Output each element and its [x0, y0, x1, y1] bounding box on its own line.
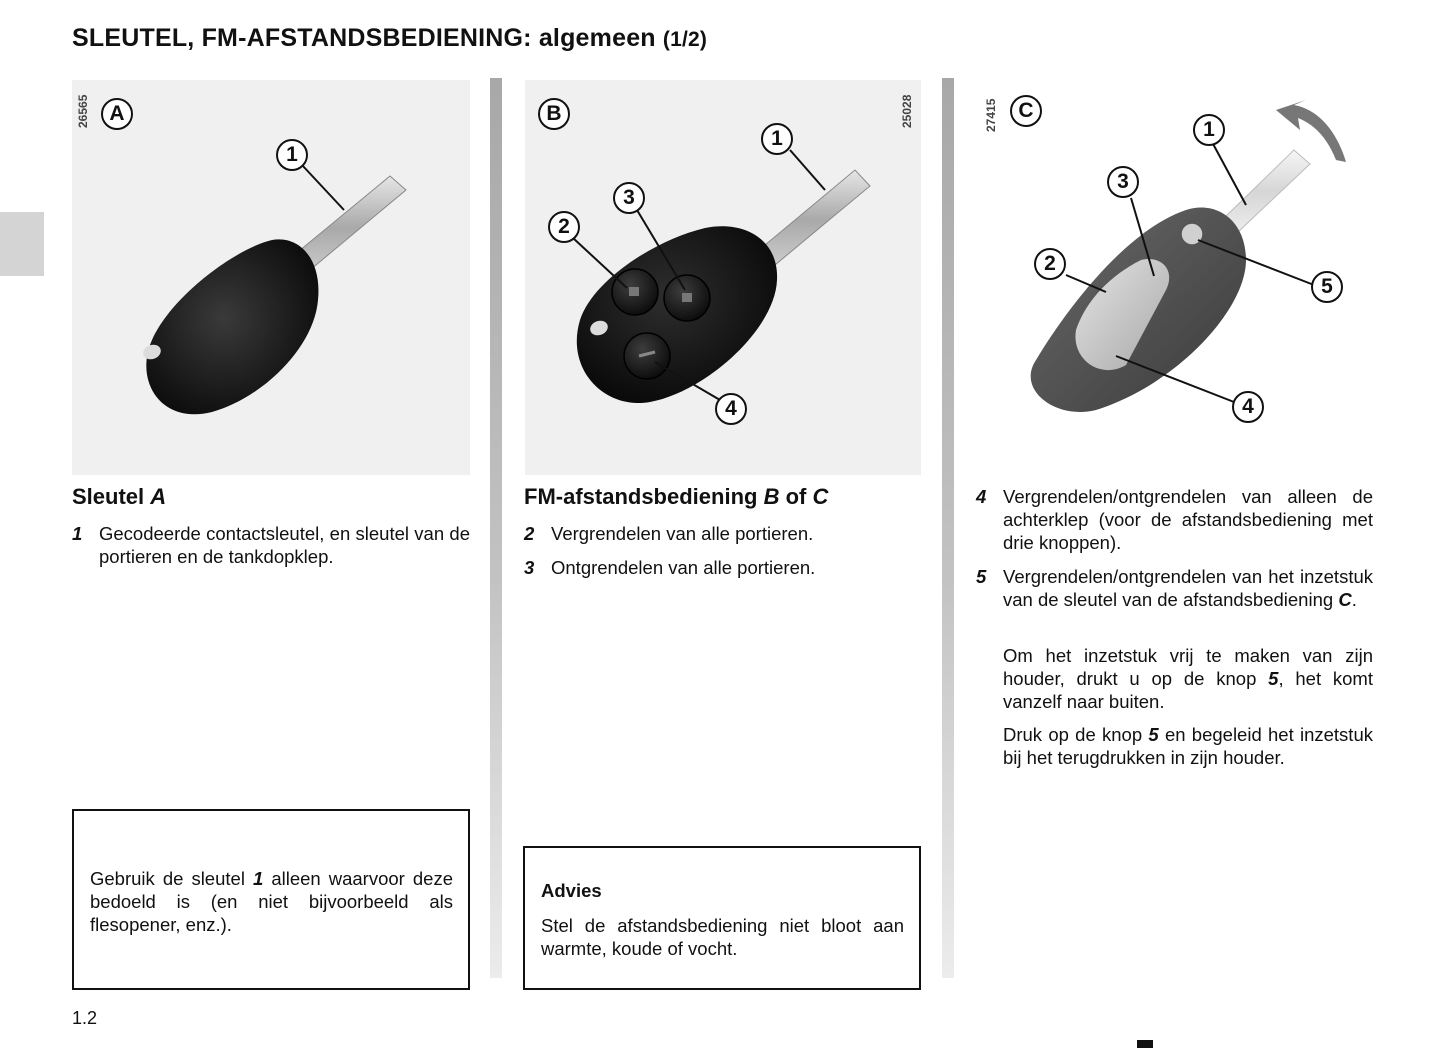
section-tab	[0, 212, 44, 276]
item-number: 5	[976, 566, 987, 587]
note-box	[72, 809, 470, 990]
callout-b3: 3	[623, 186, 635, 209]
figure-remote-c	[976, 80, 1374, 475]
page-number: 1.2	[72, 1008, 98, 1028]
list-item-2	[524, 522, 922, 545]
item-number: 4	[976, 486, 987, 507]
figure-c-label: C	[1018, 99, 1034, 122]
callout-b2: 2	[558, 215, 570, 238]
advice-title: Advies	[541, 880, 602, 901]
callout-c1: 1	[1203, 118, 1215, 141]
item-number: 2	[524, 523, 535, 544]
page-title-text: SLEUTEL, FM-AFSTANDSBEDIENING: algemeen	[72, 24, 656, 52]
paragraph-release-insert	[1003, 644, 1373, 713]
continuation-mark	[1137, 1040, 1153, 1048]
para1-ref: 5	[1268, 668, 1279, 689]
item-text	[1003, 565, 1373, 611]
figure-a-code: 26565	[76, 94, 90, 128]
item-number: 3	[524, 557, 535, 578]
advice-text: Stel de afstandsbediening niet bloot aan warmte, koude of vocht.	[541, 915, 904, 959]
para2-before: Druk op de knop	[1003, 724, 1149, 745]
item-text: Vergrendelen/ontgrendelen van alleen de achterklep (voor de afstandsbediening met drie knoppen).	[1003, 486, 1373, 553]
note-text	[90, 867, 453, 936]
figure-key-a	[72, 80, 470, 475]
note-text-after: alleen waarvoor deze bedoeld is (en niet bijvoorbeeld als flesopener, enz.).	[90, 868, 453, 935]
item-text: Gecodeerde contactsleutel, en sleutel van de portieren en de tankdopklep.	[99, 523, 470, 567]
figure-remote-b	[525, 80, 921, 475]
callout-c2: 2	[1044, 252, 1056, 275]
arrow-icon	[1276, 100, 1346, 162]
heading-sleutel-text: Sleutel	[72, 484, 145, 509]
note-ref: 1	[252, 868, 264, 889]
callout-c5: 5	[1321, 275, 1333, 298]
callout-b4: 4	[725, 397, 737, 420]
list-item-3	[524, 556, 922, 579]
figure-b-label: B	[546, 102, 562, 125]
callout-c3: 3	[1117, 170, 1129, 193]
heading-fm-mid: of	[785, 484, 807, 509]
list-item-5	[976, 565, 1373, 611]
list-item-1	[72, 522, 470, 568]
callout-c4: 4	[1242, 395, 1254, 418]
heading-fm-text: FM-afstandsbediening	[524, 484, 758, 509]
heading-sleutel-ref: A	[150, 484, 167, 509]
para1-before: Om het inzetstuk vrij te maken van zijn houder, drukt u op de knop	[1003, 645, 1373, 689]
heading-fm-ref2: C	[812, 484, 829, 509]
paragraph-push-insert	[1003, 723, 1373, 769]
heading-fm-ref1: B	[763, 484, 780, 509]
para2-ref: 5	[1148, 724, 1159, 745]
page-title-part: (1/2)	[662, 28, 708, 51]
item-number: 1	[72, 523, 83, 544]
key-a-head	[146, 239, 318, 414]
figure-b-code: 25028	[900, 94, 914, 128]
heading-fm-afstandsbediening	[524, 484, 828, 510]
callout-a1: 1	[286, 143, 298, 166]
note-text-before: Gebruik de sleutel	[90, 868, 253, 889]
item-text: Vergrendelen van alle portieren.	[551, 523, 814, 544]
figure-c-code: 27415	[984, 98, 998, 132]
figure-a-label: A	[109, 102, 125, 125]
heading-sleutel	[72, 484, 166, 510]
para2-after: en begeleid het inzetstuk bij het terugdrukken in zijn houder.	[1003, 724, 1373, 768]
list-item-4	[976, 485, 1373, 554]
advice-box	[523, 846, 921, 990]
page-title	[72, 24, 707, 53]
column-divider-2	[942, 78, 954, 978]
para1-after: , het komt vanzelf naar buiten.	[1003, 668, 1373, 712]
item-5-text: Vergrendelen/ontgrendelen van het inzetstuk van de sleutel van de afstandsbediening	[1003, 566, 1373, 610]
item-text: Ontgrendelen van alle portieren.	[551, 557, 816, 578]
item-5-end: .	[1351, 589, 1357, 610]
column-divider-1	[490, 78, 502, 978]
callout-b1: 1	[771, 127, 783, 150]
item-5-ref: C	[1338, 589, 1352, 610]
button-4	[624, 333, 670, 379]
key-a-illustration	[72, 80, 470, 475]
